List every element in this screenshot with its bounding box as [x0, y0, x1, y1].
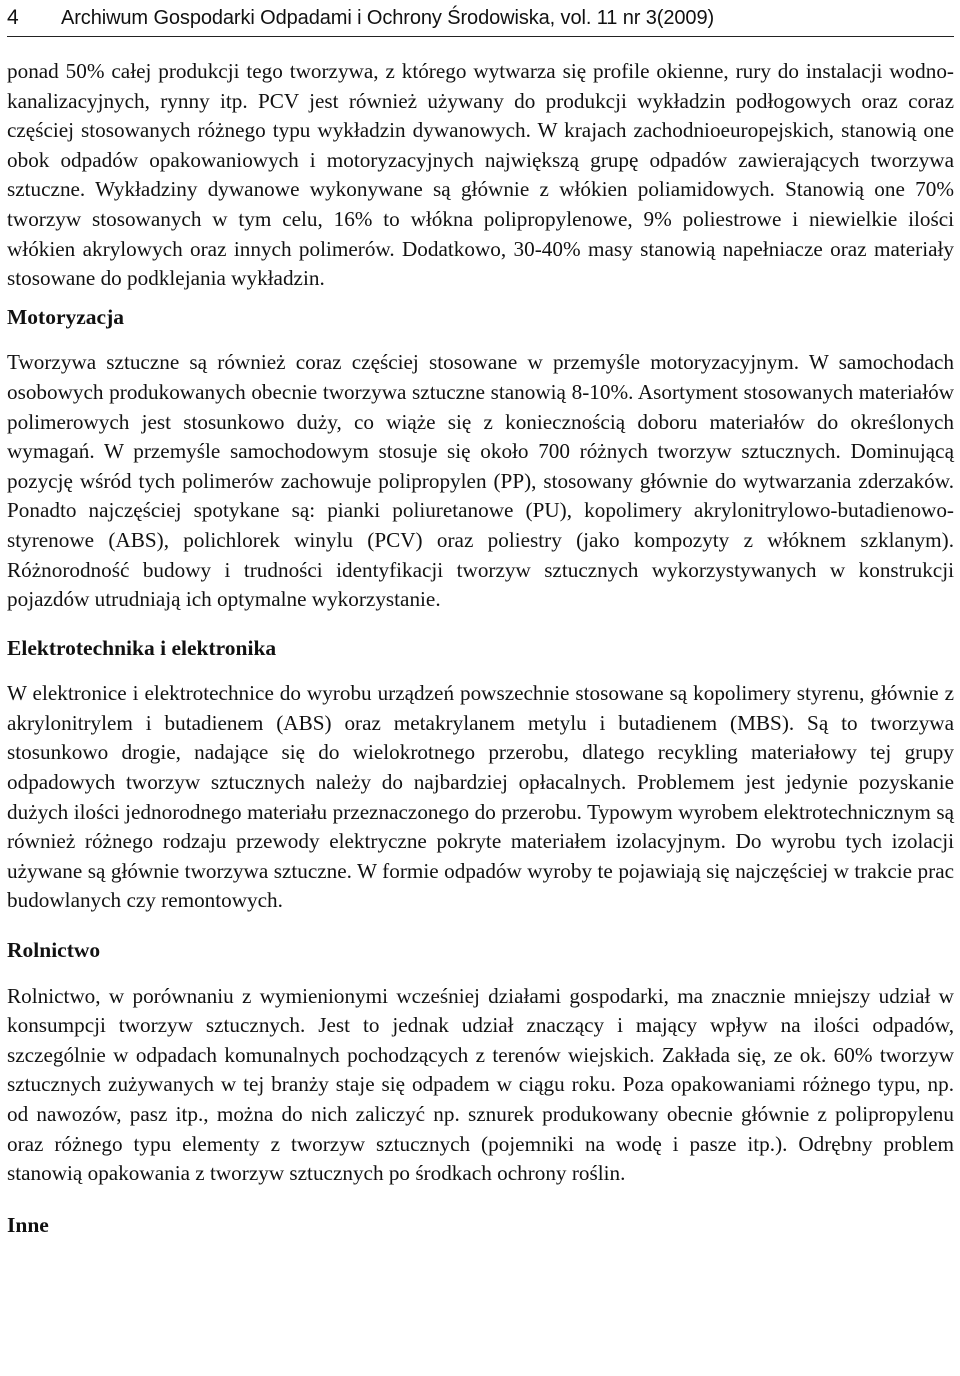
- intro-paragraph: ponad 50% całej produkcji tego tworzywa, z którego wytwarza się profile okienne, rury do instalacji wodno-kanalizacyjnych, rynny itp. PCV jest również używany do produkcji wykładzin podłogowych oraz coraz częściej stosowanych różnego typu wykładzin dywanowych. W krajach zachodnioeuropejskich, stanowią one obok odpadów opakowaniowych i motoryzacyjnych największą grupę odpadów zawierających tworzywa sztuczne. Wykładziny dywanowe wykonywane są głównie z włókien poliamidowych. Stanowią one 70% tworzyw stosowanych w tym celu, 16% to włókna polipropylenowe, 9% poliestrowe i niewielkie ilości włókien akrylowych oraz innych polimerów. Dodatkowo, 30-40% masy stanowią napełniacze oraz materiały stosowane do podklejania wykładzin.: [7, 59, 954, 291]
- section-heading-motoryzacja: Motoryzacja: [7, 304, 124, 329]
- page-number: 4: [7, 6, 19, 29]
- section-heading-rolnictwo: Rolnictwo: [7, 938, 101, 963]
- section-heading-elektrotechnika: Elektrotechnika i elektronika: [7, 635, 277, 660]
- journal-title: Archiwum Gospodarki Odpadami i Ochrony Środowiska, vol. 11 nr 3(2009): [61, 7, 715, 29]
- section-paragraph-motoryzacja: Tworzywa sztuczne są również coraz częściej stosowane w przemyśle motoryzacyjnym. W samochodach osobowych produkowanych obecnie tworzywa sztuczne stanowią 8-10%. Asortyment stosowanych materiałów polimerowych jest stosunkowo duży, co wiąże się z koniecznością doboru materiałów do określonych wymagań. W przemyśle samochodowym stosuje się około 700 różnych tworzyw sztucznych. Dominującą pozycję wśród tych polimerów zachowuje polipropylen (PP), stosowany głównie do wytwarzania zderzaków. Ponadto najczęściej spotykane są: pianki poliuretanowe (PU), kopolimery akrylonitrylowo-butadienowo-styrenowe (ABS), polichlorek winylu (PCV) oraz poliestry (jako kompozyty z włóknem szklanym). Różnorodność budowy i trudności identyfikacji tworzyw sztucznych wykorzystywanych w konstrukcji pojazdów utrudniają ich optymalne wykorzystanie.: [7, 350, 954, 612]
- section-heading-inne: Inne: [7, 1212, 49, 1237]
- section-paragraph-rolnictwo: Rolnictwo, w porównaniu z wymienionymi wcześniej działami gospodarki, ma znacznie mniejszy udział w konsumpcji tworzyw sztucznych. Jest to jednak udział znaczący i mający wpływ na ilości odpadów, szczególnie w odpadach komunalnych pochodzących z terenów wiejskich. Zakłada się, ze ok. 60% tworzyw sztucznych zużywanych w tej branży staje się odpadem w ciągu roku. Poza opakowaniami różnego typu, np. od nawozów, pasz itp., można do nich zaliczyć np. sznurek produkowany obecnie głównie z polipropylenu oraz różnego typu elementy z tworzyw sztucznych (pojemniki na wodę i pasze itp.). Odrębny problem stanowią opakowania z tworzyw sztucznych po środkach ochrony roślin.: [7, 983, 954, 1186]
- section-paragraph-elektrotechnika: W elektronice i elektrotechnice do wyrobu urządzeń powszechnie stosowane są kopolimery styrenu, głównie z akrylonitrylem i butadienem (ABS) oraz metakrylanem metylu i butadienem (MBS). Są to tworzywa stosunkowo drogie, nadające się do wielokrotnego przerobu, dlatego recykling materiałowy tej grupy odpadowych tworzyw sztucznych należy do najbardziej opłacalnych. Problemem jest jedynie pozyskanie dużych ilości jednorodnego materiału przeznaczonego do przerobu. Typowym wyrobem elektrotechnicznym są również różnego rodzaju przewody elektryczne pokryte materiałem izolacyjnym. Do wyrobu tych izolacji używane są głównie tworzywa sztuczne. W formie odpadów wyroby te pojawiają się najczęściej w trakcie prac budowlanych czy remontowych.: [7, 681, 954, 913]
- running-header: [7, 0, 954, 37]
